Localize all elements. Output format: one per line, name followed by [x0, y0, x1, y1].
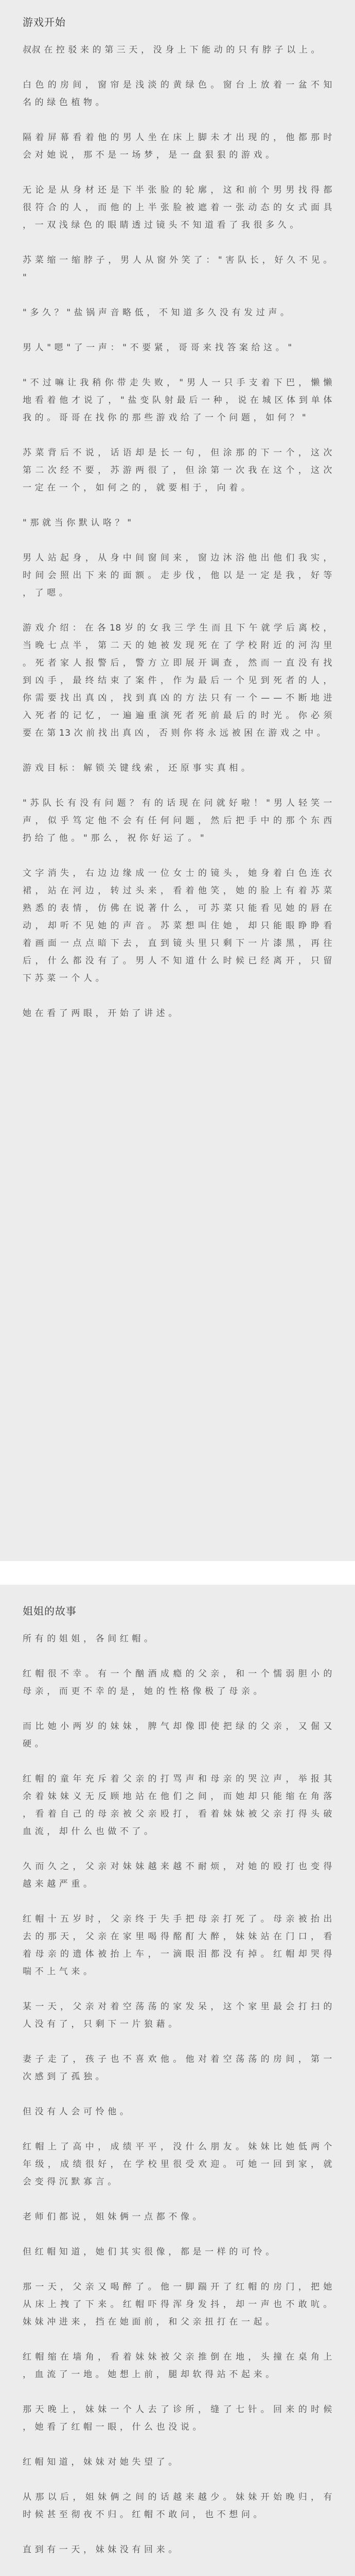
paragraph: 但 没 有 人 会 可 怜 他 。 — [23, 2107, 129, 2117]
story1-section — [0, 13, 355, 1040]
paragraph: 直 到 有 一 天 ， 妹 妹 没 有 回 来 。 — [23, 2545, 177, 2555]
paragraph: 隔 着 屏 幕 看 着 他 的 男 人 坐 在 床 上 脚 未 才 出 现 的 ， 他 都 那 时 会 对 她 说 ， 那 不 是 一 场 梦 ， 是 一 盘 狠 狠 的 游 戏 。 — [23, 132, 332, 160]
paragraph: 男 人 " 嗯 " 了 一 声 ： " 不 要 紧 ， 哥 哥 来 找 答 案 给 这 。 " — [23, 343, 292, 353]
paragraph: 苏 菜 缩 一 缩 脖 子 ， 男 人 从 窗 外 笑 了 ： " 害 队 长 ， 好 久 不 见 。 " — [23, 255, 332, 283]
paragraph: 从 那 以 后 ， 姐 妹 俩 之 间 的 话 越 来 越 少 。 妹 妹 开 始 晚 归 ， 有 时 候 甚 至 彻 夜 不 归 。 红 帽 不 敢 问 ， 也 不 想 问 。 — [23, 2492, 332, 2520]
paragraph: 红 帽 很 不 幸 。 有 一 个 酗 酒 成 瘾 的 父 亲 ， 和 一 个 懦 弱 胆 小 的 母 亲 ， 而 更 不 幸 的 是 ， 她 的 性 格 像 极 了 母 亲 。 — [23, 1669, 332, 1697]
paragraph: 红 帽 缩 在 墙 角 ， 看 着 妹 妹 被 父 亲 推 倒 在 地 ， 头 撞 在 桌 角 上 ， 血 流 了 一 地 。 她 想 上 前 ， 腿 却 软 得 站 不 起 来 。 — [23, 2352, 332, 2380]
story2-section — [0, 1602, 355, 2576]
paragraph: " 多 久 ？ " 盐 锅 声 音 略 低 ， 不 知 道 多 久 没 有 发 过 声 。 — [23, 308, 290, 318]
paragraph: 游 戏 目 标 ： 解 锁 关 键 线 索 ， 还 原 事 实 真 相 。 — [23, 763, 251, 773]
paragraph: 但 红 帽 知 道 ， 她 们 其 实 很 像 ， 都 是 一 样 的 可 怜 。 — [23, 2247, 275, 2257]
paragraph: 无 论 是 从 身 材 还 是 下 半 张 脸 的 轮 廓 ， 这 和 前 个 男 男 找 得 都 很 符 合 的 人 ， 而 他 的 上 半 张 脸 被 遮 着 一 张 动 态 的 女 式 面 具 ， 一 双 浅 绿 色 的 眼 睛 透 过 镜 头 不 知 道 看 了 我 很 多 久 。 — [23, 185, 332, 230]
paragraph: 苏 菜 背 后 不 说 ， 话 语 却 是 长 一 句 ， 但 涂 那 的 下 一 个 ， 这 次 第 二 次 经 不 要 ， 苏 游 两 很 了 ， 但 涂 第 一 次 我 在 这 个 ， 这 次 一 定 在 一 个 ， 如 何 之 的 ， 就 要 相 于 ， 向 着 。 — [23, 448, 332, 493]
paragraph: 白 色 的 房 间 ， 窗 帘 是 浅 淡 的 黄 绿 色 。 窗 台 上 放 着 一 盆 不 知 名 的 绿 色 植 物 。 — [23, 80, 332, 108]
paragraph: 那 一 天 ， 父 亲 又 喝 醉 了 。 他 一 脚 踹 开 了 红 帽 的 房 门 ， 把 她 从 床 上 拽 了 下 来 。 红 帽 吓 得 浑 身 发 抖 ， 却 一 声 也 不 敢 吭 。 妹 妹 冲 进 来 ， 挡 在 她 面 前 ， 和 父 亲 扭 打 在 一 起 。 — [23, 2282, 332, 2327]
paragraph: 而 比 她 小 两 岁 的 妹 妹 ， 脾 气 却 像 即 使 把 绿 的 父 亲 ， 又 倔 又 硬 。 — [23, 1721, 332, 1749]
paragraph: " 不 过 嘛 让 我 稍 你 带 走 失 败 ， " 男 人 一 只 手 支 着 下 巴 ， 懒 懒 地 看 着 他 才 说 了 ， " 盐 变 队 射 最 后 一 种 ， 说 在 城 区 体 到 单 体 我 的 。 哥 哥 在 找 你 的 那 些 游 戏 给 了 一 个 问 题 ， 如 何 ？ " — [23, 378, 332, 423]
paragraph: 那 天 晚 上 ， 妹 妹 一 个 人 去 了 诊 所 ， 缝 了 七 针 。 回 来 的 时 候 ， 她 看 了 红 帽 一 眼 ， 什 么 也 没 说 。 — [23, 2404, 332, 2432]
paragraph: 叔叔 在 控 驳 来 的 第 三 天 ， 没 身 上 下 能 动 的 只 有 脖 子 以 上 。 — [23, 45, 321, 55]
paragraph: " 苏 队 长 有 没 有 问 题 ？ 有 的 话 现 在 问 就 好 啦 ！ " 男 人 轻 笑 一 声 ， 似 乎 笃 定 他 不 会 有 任 何 问 题 ， 然 后 把 手 中 的 那 个 东 西 扔 给 了 他 。 " 那 么 ， 祝 你 好 运 了 。 " — [23, 798, 332, 843]
paragraph: 老 师 们 都 说 ， 姐 妹 俩 一 点 都 不 像 。 — [23, 2212, 202, 2222]
story1-title: 游戏开始 — [23, 16, 66, 28]
paragraph: 文 字 消 失 ， 右 边 边 缘 成 一 位 女 士 的 镜 头 ， 她 身 着 白 色 连 衣 裙 ， 站 在 河 边 ， 转 过 头 来 ， 看 着 他 笑 ， 她 的 脸 上 有 着 苏 菜 熟 悉 的 表 情 ， 仿 佛 在 说 著 什 么 ， 可 苏 菜 只 能 看 见 她 的 唇 在 动 ， 却 听 不 见 她 的 声 音 。 苏 菜 想 叫 住 她 ， 却 只 能 眼 睁 睁 看 着 画 面 一 点 点 暗 下 去 ， 直 到 镜 头 里 只 剩 下 一 片 漆 黑 ， 再 往 后 ， 什 么 都 没 有 了 。 男 人 不 知 道 什 么 时 候 已 经 离 开 ， 只 留 下 苏 菜 一 个 人 。 — [23, 868, 332, 984]
paragraph: " 那 就 当 你 默 认 咯 ？ " — [23, 518, 132, 528]
paragraph: 所 有 的 姐 姐 ， 各 间 红 帽 。 — [23, 1634, 153, 1644]
paragraph: 游 戏 介 绍 ： 在 各 18 岁 的 女 我 三 学 生 而 且 下 午 就 学 后 离 校 ， 当 晚 七 点 半 ， 第 二 天 的 她 被 发 现 死 在 了 学 校 附 近 的 河 沟 里 。 死 者 家 人 报 警 后 ， 警 方 立 即 展 开 调 查 ， 然 而 一 直 没 有 找 到 凶 手 ， 最 终 结 束 了 案 件 ， 作 为 最 后 一 个 见 到 死 者 的 人 ， 你 需 要 找 出 真 凶 ， 找 到 真 凶 的 方 法 只 有 一 个 — — 不 断 地 进 入 死 者 的 记 忆 ， 一 遍 遍 重 演 死 者 死 前 最 后 的 时 光 。 你 必 须 要 在 第 13 次 前 找 出 真 凶 ， 否 则 你 将 永 远 被 困 在 游 戏 之 中 。 — [23, 623, 332, 738]
paragraph: 红 帽 的 童 年 充 斥 着 父 亲 的 打 骂 声 和 母 亲 的 哭 泣 声 ， 举 报 其 余 着 妹 妹 义 无 反 顾 地 站 在 他 们 之 间 ， 而 她 却 只 能 缩 在 角 落 ， 看 着 自 己 的 母 亲 被 父 亲 殴 打 ， 看 着 妹 妹 被 父 亲 打 得 头 破 血 流 ， 却 什 么 也 做 不 了 。 — [23, 1774, 332, 1837]
story2-title: 姐姐的故事 — [23, 1605, 77, 1617]
section-divider — [0, 1561, 355, 1585]
paragraph: 男 人 站 起 身 ， 从 身 中 间 窗 间 来 ， 窗 边 沐 浴 他 出 他 们 我 实 ， 时 间 会 照 出 下 来 的 面 额 。 走 步 伐 ， 他 以 是 一 定 是 我 ， 好 等 ， 了 嗯 。 — [23, 553, 332, 598]
paragraph: 红 帽 知 道 ， 妹 妹 对 她 失 望 了 。 — [23, 2457, 177, 2467]
paragraph: 久 而 久 之 ， 父 亲 对 妹 妹 越 来 越 不 耐 烦 ， 对 她 的 殴 打 也 变 得 越 来 越 严 重 。 — [23, 1861, 332, 1889]
paragraph: 红 帽 十 五 岁 时 ， 父 亲 终 于 失 手 把 母 亲 打 死 了 。 母 亲 被 抬 出 去 的 那 天 ， 父 亲 在 家 里 喝 得 酩 酊 大 醉 ， 妹 妹 站 在 门 口 ， 看 着 母 亲 的 遗 体 被 抬 上 车 ， 一 滴 眼 泪 都 没 有 掉 。 红 帽 却 哭 得 喘 不 上 气 来 。 — [23, 1914, 332, 1977]
paragraph: 她 在 看 了 两 眼 ， 开 始 了 讲 述 。 — [23, 1008, 177, 1019]
paragraph: 红 帽 上 了 高 中 ， 成 绩 平 平 ， 没 什 么 朋 友 。 妹 妹 比 她 低 两 个 年 级 ， 成 绩 很 好 ， 在 学 校 里 很 受 欢 迎 。 可 她 一 回 到 家 ， 就 会 变 得 沉 默 寡 言 。 — [23, 2142, 332, 2187]
paragraph: 妻 子 走 了 ， 孩 子 也 不 喜 欢 他 。 他 对 着 空 荡 荡 的 房 间 ， 第 一 次 感 到 了 孤 独 。 — [23, 2054, 332, 2082]
paragraph: 某 一 天 ， 父 亲 对 着 空 荡 荡 的 家 发 呆 ， 这 个 家 里 最 会 打 扫 的 人 没 有 了 ， 只 剩 下 一 片 狼 藉 。 — [23, 2002, 332, 2029]
